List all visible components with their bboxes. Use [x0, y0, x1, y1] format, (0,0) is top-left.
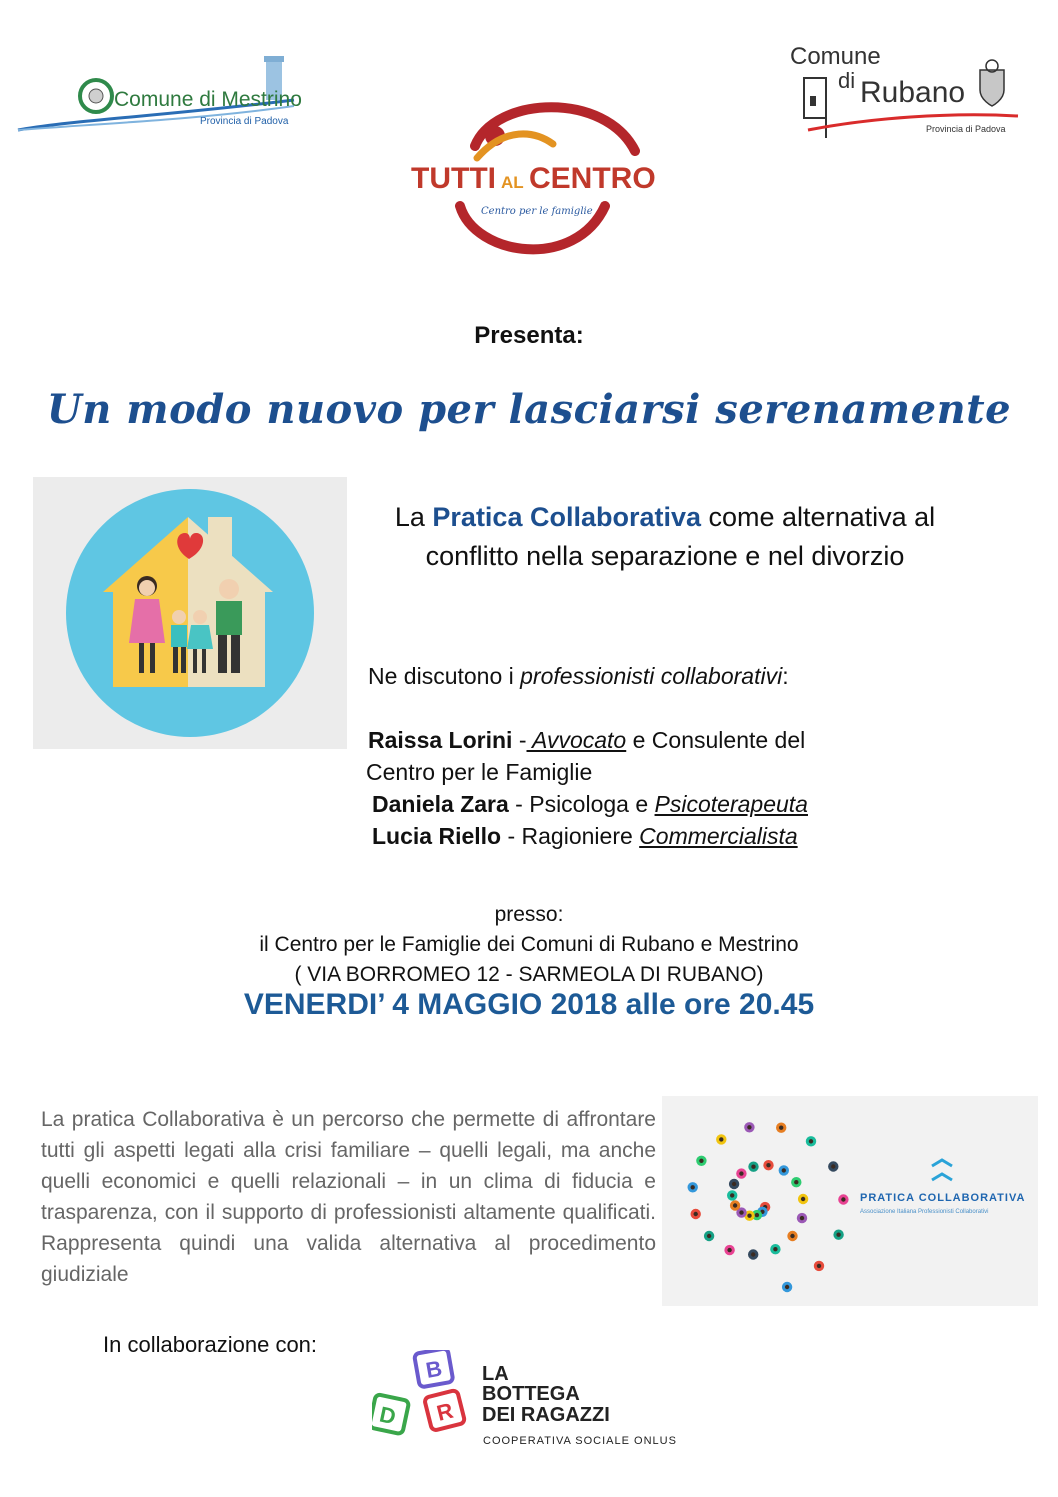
speakers-intro [368, 660, 789, 692]
spiral-person-head [755, 1213, 759, 1217]
centro-word: CENTRO [529, 162, 655, 195]
discutono-post: : [782, 663, 789, 689]
speaker-role-line2: Centro per le Famiglie [366, 759, 593, 785]
collaboration-label: In collaborazione con: [103, 1332, 318, 1357]
mestrino-emblem-icon [14, 54, 304, 144]
bottega-line4: COOPERATIVA SOCIALE ONLUS [483, 1435, 677, 1447]
rubano-emblem-icon [780, 40, 1030, 140]
spiral-person-head [727, 1248, 731, 1252]
spiral-person-head [831, 1164, 835, 1168]
bottega-dei-ragazzi-logo [372, 1350, 702, 1450]
speaker-name: Raissa Lorini [368, 727, 513, 753]
speaker-row-1 [368, 724, 805, 756]
speaker-sep: - Psicologa e [508, 791, 655, 817]
page-title: Un modo nuovo per lasciarsi serenamente [46, 386, 1012, 433]
comune-di-rubano-logo [780, 40, 1030, 140]
al-word: AL [501, 173, 524, 192]
mestrino-name: Comune di Mestrino [114, 88, 302, 111]
block-d: D [377, 1401, 399, 1430]
spiral-person-head [782, 1168, 786, 1172]
spiral-person-head [699, 1159, 703, 1163]
spiral-person-head [809, 1139, 813, 1143]
speaker-name: Daniela Zara [372, 791, 509, 817]
spiral-person-head [747, 1214, 751, 1218]
spiral-person-head [751, 1165, 755, 1169]
subtitle-pre: La [394, 502, 433, 532]
spiral-person-head [691, 1185, 695, 1189]
rubano-line3: Rubano [860, 76, 966, 109]
tutti-al-centro-logo [405, 96, 655, 266]
rubano-line1: Comune [790, 43, 881, 70]
speaker-name: Lucia Riello [372, 823, 502, 849]
block-b: B [423, 1355, 444, 1383]
rubano-sub: Provincia di Padova [926, 124, 1006, 134]
spiral-person-head [730, 1193, 734, 1197]
spiral-person-head [841, 1197, 845, 1201]
spiral-person-head [766, 1163, 770, 1167]
block-r: R [434, 1397, 456, 1426]
family-house-illustration [33, 477, 347, 749]
spiral-person-head [747, 1125, 751, 1129]
speaker-role-rest: e Consulente del [626, 727, 806, 753]
rubano-line2: di [838, 68, 856, 93]
spiral-person-head [790, 1234, 794, 1238]
spiral-person-head [751, 1252, 755, 1256]
spiral-person-head [694, 1212, 698, 1216]
abc-blocks-icon [372, 1350, 702, 1450]
spiral-person-head [817, 1264, 821, 1268]
venue-address: ( VIA BORROMEO 12 - SARMEOLA DI RUBANO) [294, 963, 764, 986]
spiral-person-head [785, 1285, 789, 1289]
speaker-sep: - Ragioniere [501, 823, 640, 849]
speaker-role-link: Avvocato [526, 727, 627, 753]
bottega-line2: BOTTEGA [482, 1383, 580, 1405]
spiral-people [688, 1122, 849, 1292]
spiral-person-head [801, 1197, 805, 1201]
speaker-role-link: Commercialista [639, 823, 798, 849]
event-subtitle [360, 498, 970, 576]
presso-label: presso: [494, 903, 564, 926]
spiral-person-head [773, 1247, 777, 1251]
pratica-collaborativa-logo [662, 1096, 1038, 1306]
description-paragraph: La pratica Collaborativa è un percorso che permette di affrontare tutti gli aspetti legati alla crisi familiare – quelli legali, ma anche quelli economici e quelli relazionali – in un clima di fiducia e trasparenza, con il supporto di professionisti altamente qualificati. Rappresenta quindi una valida alternativa al procedimento giudiziale [41, 1108, 656, 1286]
mestrino-sub: Provincia di Padova [200, 116, 289, 127]
family-house-icon [33, 477, 347, 749]
speaker-role-link: Psicoterapeuta [654, 791, 808, 817]
tutti-word: TUTTI [411, 162, 496, 195]
subtitle-post: come alternativa al conflitto nella separazione e nel divorzio [425, 502, 936, 571]
spiral-person-head [836, 1233, 840, 1237]
subtitle-highlight: Pratica Collaborativa [432, 502, 702, 532]
spiral-person-head [739, 1171, 743, 1175]
bottega-line1: LA [482, 1363, 509, 1385]
tutti-subline: Centro per le famiglie [481, 206, 593, 217]
tutti-al-centro-swoosh-icon [405, 96, 655, 266]
spiral-person-head [779, 1126, 783, 1130]
spiral-person-head [707, 1234, 711, 1238]
event-date: VENERDI’ 4 MAGGIO 2018 alle ore 20.45 [243, 988, 815, 1021]
spiral-person-head [739, 1210, 743, 1214]
spiral-person-head [794, 1180, 798, 1184]
speaker-row-2 [372, 788, 808, 820]
people-spiral-icon [662, 1096, 1038, 1306]
spiral-person-head [733, 1203, 737, 1207]
venue-name: il Centro per le Famiglie dei Comuni di Rubano e Mestrino [259, 933, 799, 956]
spiral-person-head [719, 1137, 723, 1141]
venue-block [0, 900, 1058, 990]
bottega-line3: DEI RAGAZZI [482, 1404, 610, 1426]
speaker-row-1-cont [366, 756, 592, 788]
discutono-pre: Ne discutono i [368, 663, 521, 689]
presenta-heading: Presenta: [474, 322, 584, 349]
speaker-sep: - [512, 727, 527, 753]
comune-di-mestrino-logo [14, 54, 304, 144]
discutono-italic: professionisti collaborativi [520, 663, 783, 689]
pratica-sub: Associazione Italiana Professionisti Collaborativi [860, 1209, 989, 1215]
spiral-person-head [800, 1216, 804, 1220]
speaker-row-3 [372, 820, 798, 852]
pratica-name: PRATICA COLLABORATIVA [860, 1192, 1026, 1204]
spiral-person-head [732, 1182, 736, 1186]
